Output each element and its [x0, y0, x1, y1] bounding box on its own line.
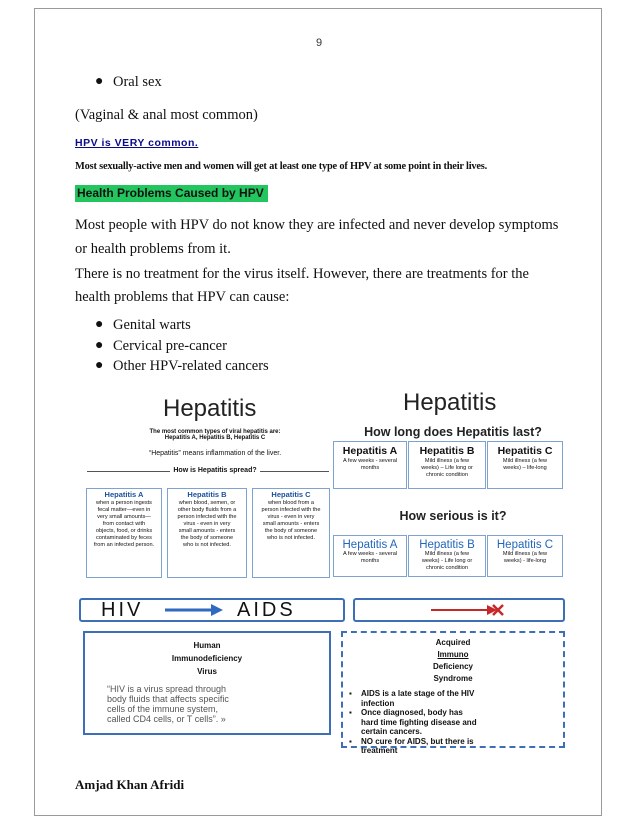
- text-line: when blood, semen, or: [178, 500, 236, 506]
- spread-box-text: [168, 500, 246, 549]
- text-line: small amounts - enters: [262, 521, 320, 527]
- bullet-icon: ▪: [349, 736, 352, 746]
- list-item: [349, 708, 559, 737]
- text-line: Immunodeficiency: [171, 654, 243, 663]
- bullet-icon: ●: [95, 317, 104, 332]
- text-line: other body fluids from a: [177, 507, 237, 513]
- serious-box-title: Hepatitis A: [342, 539, 398, 551]
- left-intro: [115, 429, 315, 441]
- text-line: AIDS is a late stage of the HIV: [361, 689, 475, 698]
- text-line: weeks) - Life long or: [421, 558, 473, 564]
- text-line: Mild illness (a few: [502, 458, 548, 464]
- text-line: Human: [193, 641, 221, 650]
- list-item: [349, 689, 559, 708]
- text-line: Mild illness (a few: [424, 458, 470, 464]
- list-item: [0, 74, 638, 94]
- spread-box-title: Hepatitis C: [271, 490, 311, 499]
- text-line: hard time fighting disease and: [361, 717, 477, 727]
- serious-box-title: Hepatitis B: [419, 539, 475, 551]
- text-line: when blood from a: [267, 500, 315, 506]
- text-line: Virus: [197, 667, 217, 676]
- text-line: body fluids that affects specific: [107, 694, 229, 704]
- hiv-label: HIV: [101, 599, 144, 621]
- text-line: who is not infected.: [183, 542, 231, 548]
- text-line: Syndrome: [433, 674, 473, 683]
- last-box-title: Hepatitis C: [497, 445, 553, 457]
- text-line: infection: [361, 698, 395, 708]
- list-item-label: Oral sex: [113, 74, 162, 90]
- text-line: chronic condition: [426, 565, 468, 571]
- text-line: Acquired: [435, 638, 471, 647]
- text-line: Mild illness (a few: [424, 551, 470, 557]
- serious-box-text: [334, 551, 406, 565]
- bullet-icon: ●: [95, 338, 104, 353]
- text-line: small amounts - enters: [178, 528, 236, 534]
- spread-box-a: [86, 488, 162, 578]
- spread-question-text: How is Hepatitis spread?: [170, 467, 259, 474]
- list-item: [0, 317, 638, 337]
- hpv-common-heading: HPV is VERY common.: [75, 137, 199, 149]
- last-box-a: [333, 441, 407, 489]
- red-arrow-icon: [429, 602, 509, 618]
- text-line: virus - even in very: [267, 514, 315, 520]
- last-box-text: [334, 458, 406, 472]
- spread-box-b: [167, 488, 247, 578]
- text-line: weeks) – Life long or: [421, 465, 473, 471]
- aids-bullets: [349, 689, 559, 756]
- left-hepatitis-title: Hepatitis: [163, 395, 257, 422]
- text-line: person infected with the: [177, 514, 237, 520]
- right-hepatitis-title: Hepatitis: [403, 389, 497, 416]
- spread-box-text: [87, 500, 161, 549]
- text-line: Immuno: [437, 650, 469, 659]
- last-box-title: Hepatitis B: [419, 445, 475, 457]
- text-line: virus - even in very: [183, 521, 231, 527]
- last-box-b: [408, 441, 486, 489]
- last-question: How long does Hepatitis last?: [364, 425, 542, 439]
- serious-box-c: [487, 535, 563, 577]
- text-line: months: [360, 558, 380, 564]
- text-line: when a person ingests: [96, 500, 152, 506]
- text-line: from contact with: [102, 521, 146, 527]
- list-item-label: Other HPV-related cancers: [113, 358, 269, 374]
- last-box-title: Hepatitis A: [342, 445, 398, 457]
- paragraph-2-line-1: There is no treatment for the virus itself. However, there are treatments for the: [75, 266, 529, 282]
- spread-box-title: Hepatitis B: [187, 490, 227, 499]
- aids-acronym: [343, 637, 563, 685]
- paragraph-1-line-2: or health problems from it.: [75, 241, 231, 257]
- text-line: person infected with the: [261, 507, 321, 513]
- text-line: the body of someone: [264, 528, 318, 534]
- text-line: Deficiency: [432, 662, 474, 671]
- spread-box-c: [252, 488, 330, 578]
- text-line: chronic condition: [426, 472, 468, 478]
- serious-box-text: [409, 551, 485, 572]
- text-line: the body of someone: [180, 535, 234, 541]
- text-line: certain cancers.: [361, 727, 422, 736]
- arrow-right-icon: [165, 603, 225, 617]
- text-line: Mild illness (a few: [502, 551, 548, 557]
- last-box-text: [409, 458, 485, 479]
- list-item: [0, 338, 638, 358]
- text-line: objects, food, or drinks: [95, 528, 153, 534]
- text-line: who is not infected.: [267, 535, 315, 541]
- paragraph-2-line-2: health problems that HPV can cause:: [75, 289, 290, 305]
- serious-question: How serious is it?: [399, 509, 507, 523]
- red-arrow-banner: [353, 598, 565, 622]
- text-line: months: [360, 465, 380, 471]
- text-line: very small amounts—: [97, 514, 151, 520]
- serious-box-title: Hepatitis C: [496, 539, 554, 551]
- spread-question: [75, 467, 355, 474]
- last-box-text: [488, 458, 562, 472]
- last-box-c: [487, 441, 563, 489]
- paragraph-1-line-1: Most people with HPV do not know they are infected and never develop symptoms: [75, 217, 559, 233]
- bullet-icon: ●: [95, 74, 104, 89]
- section-heading: Health Problems Caused by HPV: [75, 185, 268, 202]
- aids-box: [341, 631, 565, 755]
- text-line: contaminated by feces: [96, 535, 152, 541]
- text-line: NO cure for AIDS, but there is: [361, 736, 474, 746]
- list-item: [349, 737, 559, 756]
- hiv-box: [83, 631, 331, 735]
- text-line: A few weeks - several: [342, 551, 398, 557]
- aids-label: AIDS: [237, 599, 296, 621]
- left-intro-line: The most common types of viral hepatitis are:: [149, 429, 281, 435]
- hiv-acronym: [85, 639, 329, 678]
- text-line: “HIV is a virus spread through: [107, 684, 227, 694]
- text-line: fecal matter—even in: [97, 507, 151, 513]
- footer-author-name: Amjad Khan Afridi: [75, 777, 185, 792]
- bullet-icon: ●: [95, 358, 104, 373]
- bullet-icon: ▪: [349, 708, 352, 717]
- text-line: weeks) - life-long: [503, 558, 547, 564]
- text-line: treatment: [361, 746, 398, 755]
- text-line: called CD4 cells, or T cells”. »: [107, 714, 226, 724]
- text-line: from an infected person.: [93, 542, 155, 548]
- hiv-quote: [107, 684, 329, 724]
- text-line: cells of the immune system,: [107, 704, 219, 714]
- list-item-label: Cervical pre-cancer: [113, 338, 227, 354]
- list-item-label: Genital warts: [113, 317, 191, 333]
- most-active-note: Most sexually-active men and women will get at least one type of HPV at some point in their lives.: [75, 161, 488, 172]
- bullet-icon: ▪: [349, 689, 352, 698]
- hepatitis-hiv-figure: [75, 385, 570, 755]
- left-meaning: “Hepatitis” means inflammation of the liver.: [148, 450, 282, 457]
- spread-box-text: [253, 500, 329, 542]
- text-line: A few weeks - several: [342, 458, 398, 464]
- serious-box-b: [408, 535, 486, 577]
- left-intro-line: Hepatitis A, Hepatitis B, Hepatitis C: [164, 435, 266, 441]
- text-line: weeks) – life-long: [503, 465, 547, 471]
- text-line: Once diagnosed, body has: [361, 708, 463, 717]
- page-number: 9: [315, 37, 323, 49]
- list-item: [0, 358, 638, 378]
- hiv-aids-banner: [79, 598, 345, 622]
- serious-box-text: [488, 551, 562, 565]
- vaginal-note: (Vaginal & anal most common): [75, 107, 258, 123]
- serious-box-a: [333, 535, 407, 577]
- spread-box-title: Hepatitis A: [104, 490, 144, 499]
